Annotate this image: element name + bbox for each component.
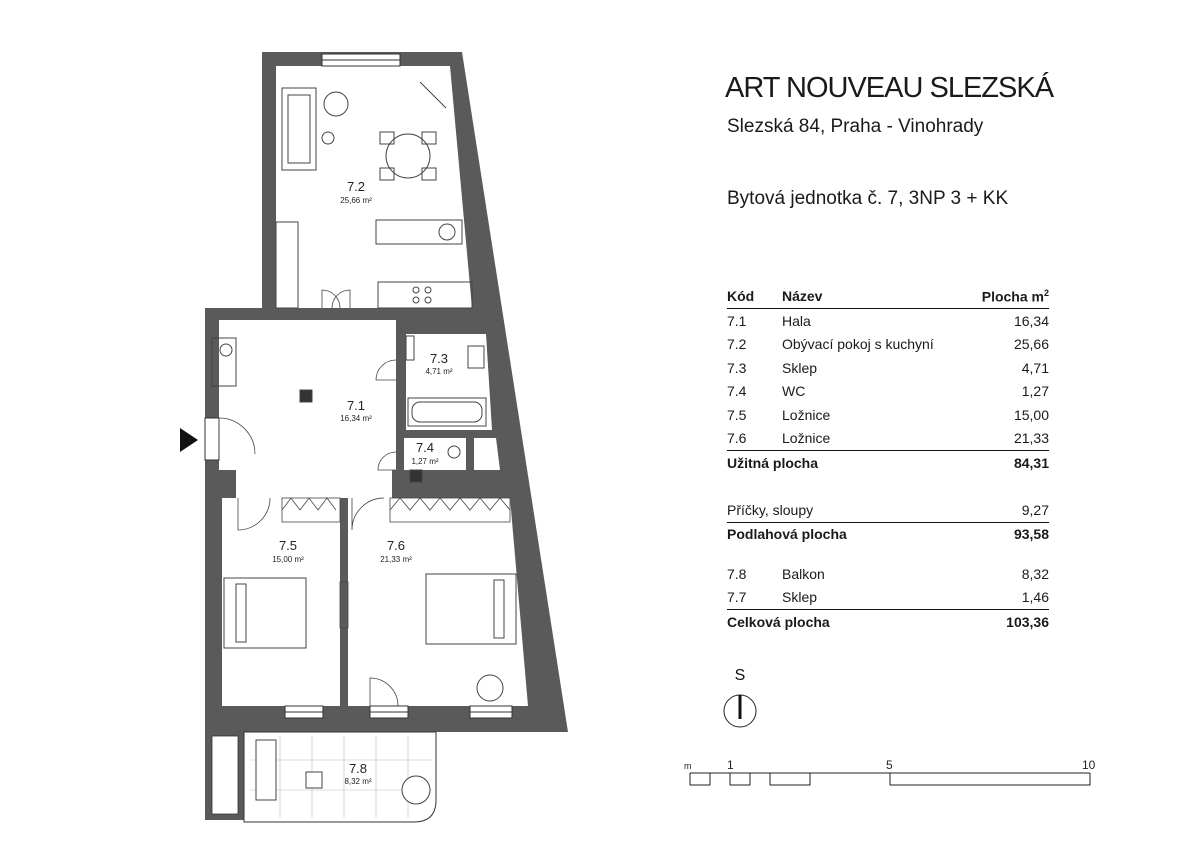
scale-unit: m xyxy=(684,761,692,771)
label-7-4-area: 1,27 m² xyxy=(411,457,439,466)
label-7-1-area: 16,34 m² xyxy=(340,414,372,423)
table-row: 7.1 Hala 16,34 xyxy=(727,312,1049,329)
label-7-3-code: 7.3 xyxy=(429,351,449,366)
table-row: 7.3 Sklep 4,71 xyxy=(727,359,1049,376)
header-code: Kód xyxy=(727,288,755,304)
label-7-2-area: 25,66 m² xyxy=(340,196,372,205)
scale-tick-1: 1 xyxy=(727,758,734,772)
north-arrow-icon xyxy=(718,665,762,735)
label-7-6-area: 21,33 m² xyxy=(380,555,412,564)
table-row: 7.4 WC 1,27 xyxy=(727,383,1049,400)
unit-description: Bytová jednotka č. 7, 3NP 3 + KK xyxy=(727,188,1009,209)
table-row: 7.6 Ložnice 21,33 xyxy=(727,430,1049,447)
table-row: 7.7 Sklep 1,46 xyxy=(727,589,1049,606)
north-label: S xyxy=(734,667,746,684)
room-rows xyxy=(727,309,1049,450)
label-7-3-area: 4,71 m² xyxy=(425,367,453,376)
entrance-arrow-icon xyxy=(180,428,198,452)
table-row: 7.5 Ložnice 15,00 xyxy=(727,406,1049,423)
floor-area-table xyxy=(727,498,1049,546)
label-7-2-code: 7.2 xyxy=(346,179,366,194)
label-7-5-code: 7.5 xyxy=(278,538,298,553)
floor-area-row: Podlahová plocha 93,58 xyxy=(727,522,1049,547)
project-address: Slezská 84, Praha - Vinohrady xyxy=(727,116,984,137)
cellar-niche xyxy=(474,438,500,470)
partitions-row: Příčky, sloupy 9,27 xyxy=(727,501,1049,518)
total-area-row: Celková plocha 103,36 xyxy=(727,609,1049,634)
area-table xyxy=(727,284,1049,475)
label-7-6-code: 7.6 xyxy=(386,538,406,553)
scale-tick-10: 10 xyxy=(1082,758,1096,772)
scale-bar xyxy=(680,755,1100,795)
label-7-8-code: 7.8 xyxy=(348,761,368,776)
table-header xyxy=(727,284,1049,309)
label-7-4-code: 7.4 xyxy=(415,440,435,455)
table-row: 7.8 Balkon 8,32 xyxy=(727,565,1049,582)
table-row: 7.2 Obývací pokoj s kuchyní 25,66 xyxy=(727,336,1049,353)
room-7-2 xyxy=(276,66,472,308)
room-7-5 xyxy=(222,498,340,706)
header-area: Plocha $m^2$ xyxy=(981,287,1049,305)
label-7-1-code: 7.1 xyxy=(346,398,366,413)
room-7-3 xyxy=(406,334,492,430)
room-7-6 xyxy=(348,498,528,706)
total-area-table xyxy=(727,562,1049,634)
scale-tick-5: 5 xyxy=(886,758,893,772)
corridor-alcove xyxy=(236,470,392,498)
balcony xyxy=(205,732,436,822)
usable-area-row: Užitná plocha 84,31 xyxy=(727,450,1049,475)
label-7-8-area: 8,32 m² xyxy=(344,777,372,786)
project-title: ART NOUVEAU SLEZSKÁ xyxy=(725,72,1054,104)
header-name: Název xyxy=(782,288,823,304)
label-7-5-area: 15,00 m² xyxy=(272,555,304,564)
